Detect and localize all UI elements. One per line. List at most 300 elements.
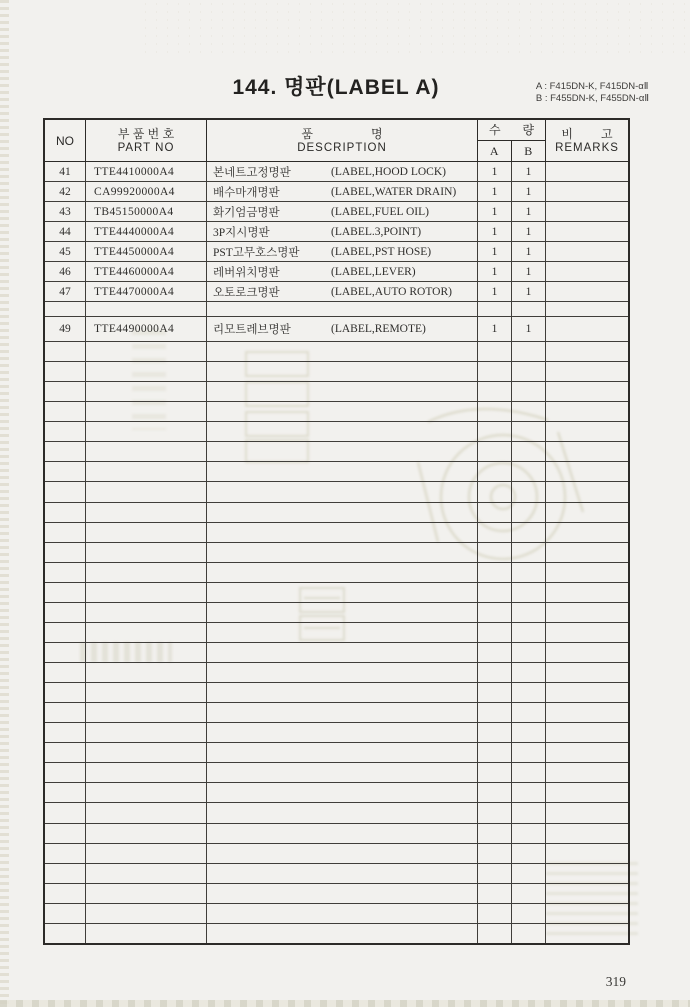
cell-description	[207, 844, 478, 863]
cell-qty-b	[512, 402, 546, 421]
cell-part-no	[86, 342, 207, 361]
cell-qty-a	[478, 603, 512, 622]
cell-part-no	[86, 683, 207, 702]
cell-qty-a	[478, 563, 512, 582]
cell-remarks	[546, 442, 628, 461]
cell-no	[45, 864, 86, 883]
cell-remarks	[546, 202, 628, 221]
cell-qty-a: 1	[478, 182, 512, 201]
cell-qty-b	[512, 663, 546, 682]
description-english: (LABEL.3,POINT)	[331, 225, 422, 238]
cell-qty-b	[512, 743, 546, 762]
cell-qty-b	[512, 884, 546, 903]
table-row	[45, 462, 628, 482]
cell-part-no	[86, 402, 207, 421]
cell-description	[207, 583, 478, 602]
cell-description	[207, 864, 478, 883]
table-row	[45, 663, 628, 683]
cell-no: 47	[45, 282, 86, 301]
cell-qty-b	[512, 462, 546, 481]
cell-description	[207, 222, 478, 241]
cell-part-no	[86, 924, 207, 943]
cell-part-no	[86, 302, 207, 316]
cell-qty-a: 1	[478, 242, 512, 261]
cell-description	[207, 824, 478, 843]
cell-part-no	[86, 422, 207, 441]
cell-description	[207, 317, 478, 341]
cell-remarks	[546, 523, 628, 542]
header-description-kr	[207, 127, 477, 141]
cell-qty-a: 1	[478, 162, 512, 181]
cell-qty-a: 1	[478, 317, 512, 341]
cell-no	[45, 342, 86, 361]
table-row	[45, 503, 628, 523]
cell-remarks	[546, 242, 628, 261]
cell-description	[207, 884, 478, 903]
cell-remarks	[546, 924, 628, 943]
header-remarks-kr	[546, 127, 628, 141]
cell-remarks	[546, 663, 628, 682]
table-row	[45, 543, 628, 563]
cell-part-no	[86, 824, 207, 843]
cell-qty-b	[512, 422, 546, 441]
table-row	[45, 643, 628, 663]
cell-qty-b	[512, 703, 546, 722]
cell-description	[207, 262, 478, 281]
cell-remarks	[546, 302, 628, 316]
page-number: 319	[605, 974, 626, 989]
header-part-no-kr: 부 품 번 호	[117, 126, 175, 141]
cell-qty-b	[512, 523, 546, 542]
cell-remarks	[546, 703, 628, 722]
cell-part-no	[86, 803, 207, 822]
table-row	[45, 202, 628, 222]
cell-remarks	[546, 182, 628, 201]
table-row	[45, 563, 628, 583]
cell-no	[45, 482, 86, 501]
cell-no	[45, 462, 86, 481]
cell-remarks	[546, 803, 628, 822]
cell-qty-b	[512, 342, 546, 361]
cell-qty-b	[512, 763, 546, 782]
cell-description	[207, 803, 478, 822]
cell-part-no: TTE4470000A4	[86, 282, 207, 301]
header-desc-kr-b: 명	[371, 126, 383, 141]
cell-remarks	[546, 282, 628, 301]
cell-remarks	[546, 723, 628, 742]
header-remarks-kr-b: 고	[601, 126, 613, 141]
cell-description	[207, 663, 478, 682]
description-english: (LABEL,AUTO ROTOR)	[331, 285, 452, 298]
table-row	[45, 422, 628, 442]
cell-no	[45, 422, 86, 441]
cell-remarks	[546, 904, 628, 923]
header-qty-col-b: B	[524, 144, 533, 158]
cell-remarks	[546, 884, 628, 903]
cell-qty-b	[512, 302, 546, 316]
cell-qty-a	[478, 402, 512, 421]
cell-description	[207, 523, 478, 542]
table-row	[45, 362, 628, 382]
table-row	[45, 824, 628, 844]
cell-no	[45, 402, 86, 421]
cell-qty-b	[512, 503, 546, 522]
cell-remarks	[546, 603, 628, 622]
cell-description	[207, 462, 478, 481]
header-description-en: DESCRIPTION	[297, 141, 387, 154]
cell-qty-b	[512, 824, 546, 843]
header-remarks-en: REMARKS	[555, 141, 619, 154]
cell-no	[45, 884, 86, 903]
cell-qty-a	[478, 442, 512, 461]
cell-no: 41	[45, 162, 86, 181]
cell-remarks	[546, 824, 628, 843]
table-row	[45, 844, 628, 864]
cell-qty-a: 1	[478, 202, 512, 221]
cell-qty-a	[478, 723, 512, 742]
cell-no: 44	[45, 222, 86, 241]
cell-remarks	[546, 222, 628, 241]
cell-part-no: TTE4410000A4	[86, 162, 207, 181]
cell-part-no	[86, 884, 207, 903]
cell-remarks	[546, 503, 628, 522]
cell-qty-b: 1	[512, 317, 546, 341]
table-row	[45, 743, 628, 763]
cell-description	[207, 703, 478, 722]
cell-part-no	[86, 623, 207, 642]
cell-part-no	[86, 442, 207, 461]
cell-part-no	[86, 783, 207, 802]
cell-qty-a	[478, 382, 512, 401]
cell-description	[207, 202, 478, 221]
table-row	[45, 583, 628, 603]
cell-part-no	[86, 743, 207, 762]
cell-no	[45, 743, 86, 762]
cell-no	[45, 663, 86, 682]
table-row	[45, 683, 628, 703]
cell-description	[207, 683, 478, 702]
description-english: (LABEL,REMOTE)	[331, 323, 426, 335]
cell-remarks	[546, 462, 628, 481]
table-row	[45, 763, 628, 783]
cell-qty-a	[478, 683, 512, 702]
variant-note-a: A : F415DN-K, F415DN-αⅡ	[535, 81, 649, 92]
parts-table	[43, 118, 630, 945]
cell-part-no	[86, 864, 207, 883]
cell-description	[207, 342, 478, 361]
cell-description	[207, 402, 478, 421]
cell-remarks	[546, 783, 628, 802]
cell-no	[45, 783, 86, 802]
cell-no: 45	[45, 242, 86, 261]
cell-description	[207, 422, 478, 441]
cell-part-no	[86, 723, 207, 742]
cell-description	[207, 302, 478, 316]
table-row	[45, 402, 628, 422]
cell-description	[207, 723, 478, 742]
header-part-no-en: PART NO	[117, 141, 175, 154]
cell-qty-b	[512, 382, 546, 401]
cell-qty-b	[512, 783, 546, 802]
cell-qty-b: 1	[512, 262, 546, 281]
cell-description	[207, 563, 478, 582]
table-row	[45, 723, 628, 743]
cell-qty-b	[512, 844, 546, 863]
header-cell-remarks	[546, 120, 628, 161]
cell-no	[45, 583, 86, 602]
cell-part-no	[86, 763, 207, 782]
cell-no	[45, 563, 86, 582]
cell-qty-a	[478, 543, 512, 562]
cell-remarks	[546, 683, 628, 702]
cell-qty-b	[512, 924, 546, 943]
description-english: (LABEL,PST HOSE)	[331, 245, 432, 258]
table-row	[45, 783, 628, 803]
cell-no	[45, 924, 86, 943]
cell-qty-b	[512, 683, 546, 702]
cell-part-no	[86, 362, 207, 381]
cell-part-no	[86, 543, 207, 562]
cell-qty-a	[478, 342, 512, 361]
cell-no	[45, 382, 86, 401]
table-row	[45, 924, 628, 943]
bottom-scan-edge	[0, 1000, 690, 1007]
cell-description	[207, 442, 478, 461]
table-row	[45, 282, 628, 302]
header-quantity-kr	[478, 120, 545, 141]
cell-qty-a	[478, 302, 512, 316]
description-korean: PST고무호스명판	[213, 246, 300, 259]
cell-remarks	[546, 362, 628, 381]
cell-qty-b	[512, 803, 546, 822]
cell-part-no	[86, 643, 207, 662]
cell-remarks	[546, 422, 628, 441]
cell-qty-b	[512, 362, 546, 381]
table-row	[45, 864, 628, 884]
table-row	[45, 182, 628, 202]
cell-description	[207, 482, 478, 501]
cell-description	[207, 282, 478, 301]
table-row	[45, 302, 628, 317]
cell-description	[207, 503, 478, 522]
cell-qty-a	[478, 523, 512, 542]
variant-notes	[536, 81, 649, 104]
table-row	[45, 162, 628, 182]
table-row	[45, 884, 628, 904]
cell-remarks	[546, 583, 628, 602]
table-row	[45, 222, 628, 242]
table-row	[45, 442, 628, 462]
table-row	[45, 342, 628, 362]
description-korean: 화기엄금명판	[213, 206, 280, 219]
cell-qty-b	[512, 864, 546, 883]
cell-qty-b	[512, 482, 546, 501]
cell-qty-a	[478, 924, 512, 943]
cell-qty-b	[512, 643, 546, 662]
cell-no	[45, 904, 86, 923]
cell-qty-b: 1	[512, 282, 546, 301]
cell-remarks	[546, 162, 628, 181]
header-quantity-sub	[478, 141, 545, 161]
cell-part-no: TTE4450000A4	[86, 242, 207, 261]
cell-qty-a	[478, 844, 512, 863]
cell-qty-b	[512, 543, 546, 562]
cell-description	[207, 783, 478, 802]
cell-remarks	[546, 763, 628, 782]
page-title: 144. 명판(LABEL A)	[232, 76, 440, 99]
cell-qty-a	[478, 824, 512, 843]
cell-remarks	[546, 563, 628, 582]
cell-part-no	[86, 523, 207, 542]
cell-part-no	[86, 703, 207, 722]
cell-qty-a	[478, 663, 512, 682]
cell-no: 42	[45, 182, 86, 201]
cell-qty-a	[478, 884, 512, 903]
cell-qty-b	[512, 442, 546, 461]
cell-qty-b: 1	[512, 202, 546, 221]
cell-qty-b	[512, 583, 546, 602]
cell-qty-b: 1	[512, 222, 546, 241]
cell-no	[45, 763, 86, 782]
header-cell-no	[45, 120, 86, 161]
header-cell-part-no	[86, 120, 207, 161]
cell-description	[207, 162, 478, 181]
scan-speckle-noise	[140, 0, 690, 58]
cell-qty-a	[478, 864, 512, 883]
cell-qty-b	[512, 904, 546, 923]
cell-description	[207, 623, 478, 642]
cell-description	[207, 382, 478, 401]
cell-qty-a	[478, 783, 512, 802]
table-row	[45, 317, 628, 342]
description-korean: 오토로크명판	[213, 286, 280, 299]
cell-no	[45, 703, 86, 722]
cell-remarks	[546, 402, 628, 421]
header-qty-col-a: A	[478, 141, 512, 161]
cell-part-no	[86, 844, 207, 863]
cell-no: 49	[45, 317, 86, 341]
cell-no	[45, 683, 86, 702]
header-desc-kr-a: 품	[301, 126, 313, 141]
cell-no: 46	[45, 262, 86, 281]
header-cell-quantity	[478, 120, 546, 161]
description-english: (LABEL,LEVER)	[331, 265, 416, 278]
cell-qty-a	[478, 462, 512, 481]
cell-no	[45, 643, 86, 662]
cell-qty-a	[478, 904, 512, 923]
description-english: (LABEL,FUEL OIL)	[331, 205, 429, 218]
cell-part-no	[86, 503, 207, 522]
cell-description	[207, 924, 478, 943]
description-english: (LABEL,HOOD LOCK)	[331, 165, 446, 178]
cell-remarks	[546, 743, 628, 762]
cell-no	[45, 302, 86, 316]
description-korean: 배수마개명판	[213, 186, 280, 199]
cell-no	[45, 503, 86, 522]
cell-part-no: TTE4460000A4	[86, 262, 207, 281]
table-row	[45, 523, 628, 543]
header-cell-description	[207, 120, 478, 161]
table-row	[45, 382, 628, 402]
binding-edge-texture	[0, 0, 9, 1007]
cell-qty-a: 1	[478, 262, 512, 281]
variant-note-b: B : F455DN-K, F455DN-αⅡ	[535, 92, 649, 104]
cell-qty-b	[512, 723, 546, 742]
cell-no	[45, 442, 86, 461]
cell-no	[45, 723, 86, 742]
cell-qty-a	[478, 743, 512, 762]
cell-qty-b: 1	[512, 182, 546, 201]
cell-no: 43	[45, 202, 86, 221]
cell-part-no	[86, 904, 207, 923]
cell-qty-b	[512, 603, 546, 622]
cell-part-no	[86, 382, 207, 401]
table-row	[45, 482, 628, 502]
cell-description	[207, 743, 478, 762]
cell-qty-b	[512, 623, 546, 642]
cell-part-no	[86, 663, 207, 682]
cell-description	[207, 543, 478, 562]
cell-part-no	[86, 603, 207, 622]
cell-remarks	[546, 342, 628, 361]
cell-qty-b: 1	[512, 242, 546, 261]
cell-no	[45, 844, 86, 863]
cell-part-no	[86, 482, 207, 501]
cell-remarks	[546, 844, 628, 863]
table-row	[45, 603, 628, 623]
cell-no	[45, 803, 86, 822]
header-no-label: NO	[56, 133, 74, 148]
cell-description	[207, 362, 478, 381]
header-qty-kr-b: 량	[522, 123, 535, 137]
cell-no	[45, 824, 86, 843]
description-korean: 본네트고정명판	[213, 166, 291, 179]
cell-qty-a	[478, 803, 512, 822]
table-header-row	[45, 120, 628, 162]
cell-qty-b: 1	[512, 162, 546, 181]
description-korean: 레버위치명판	[213, 266, 280, 279]
table-row	[45, 242, 628, 262]
cell-qty-a	[478, 643, 512, 662]
description-english: (LABEL,WATER DRAIN)	[331, 185, 457, 198]
cell-qty-a	[478, 503, 512, 522]
cell-qty-a	[478, 362, 512, 381]
cell-qty-a	[478, 482, 512, 501]
cell-qty-a: 1	[478, 222, 512, 241]
header-qty-kr-a: 수	[488, 123, 501, 137]
cell-part-no	[86, 462, 207, 481]
cell-remarks	[546, 623, 628, 642]
cell-part-no	[86, 563, 207, 582]
cell-description	[207, 242, 478, 261]
table-row	[45, 904, 628, 924]
header-remarks-kr-a: 비	[561, 126, 573, 141]
table-row	[45, 623, 628, 643]
cell-description	[207, 904, 478, 923]
cell-description	[207, 643, 478, 662]
cell-no	[45, 603, 86, 622]
cell-part-no: TTE4440000A4	[86, 222, 207, 241]
cell-qty-a	[478, 422, 512, 441]
description-korean: 리모트레브명판	[213, 324, 291, 336]
description-korean: 3P지시명판	[213, 226, 270, 239]
table-row	[45, 803, 628, 823]
cell-remarks	[546, 482, 628, 501]
table-body	[45, 162, 628, 943]
cell-qty-a	[478, 623, 512, 642]
table-row	[45, 703, 628, 723]
cell-qty-a	[478, 583, 512, 602]
